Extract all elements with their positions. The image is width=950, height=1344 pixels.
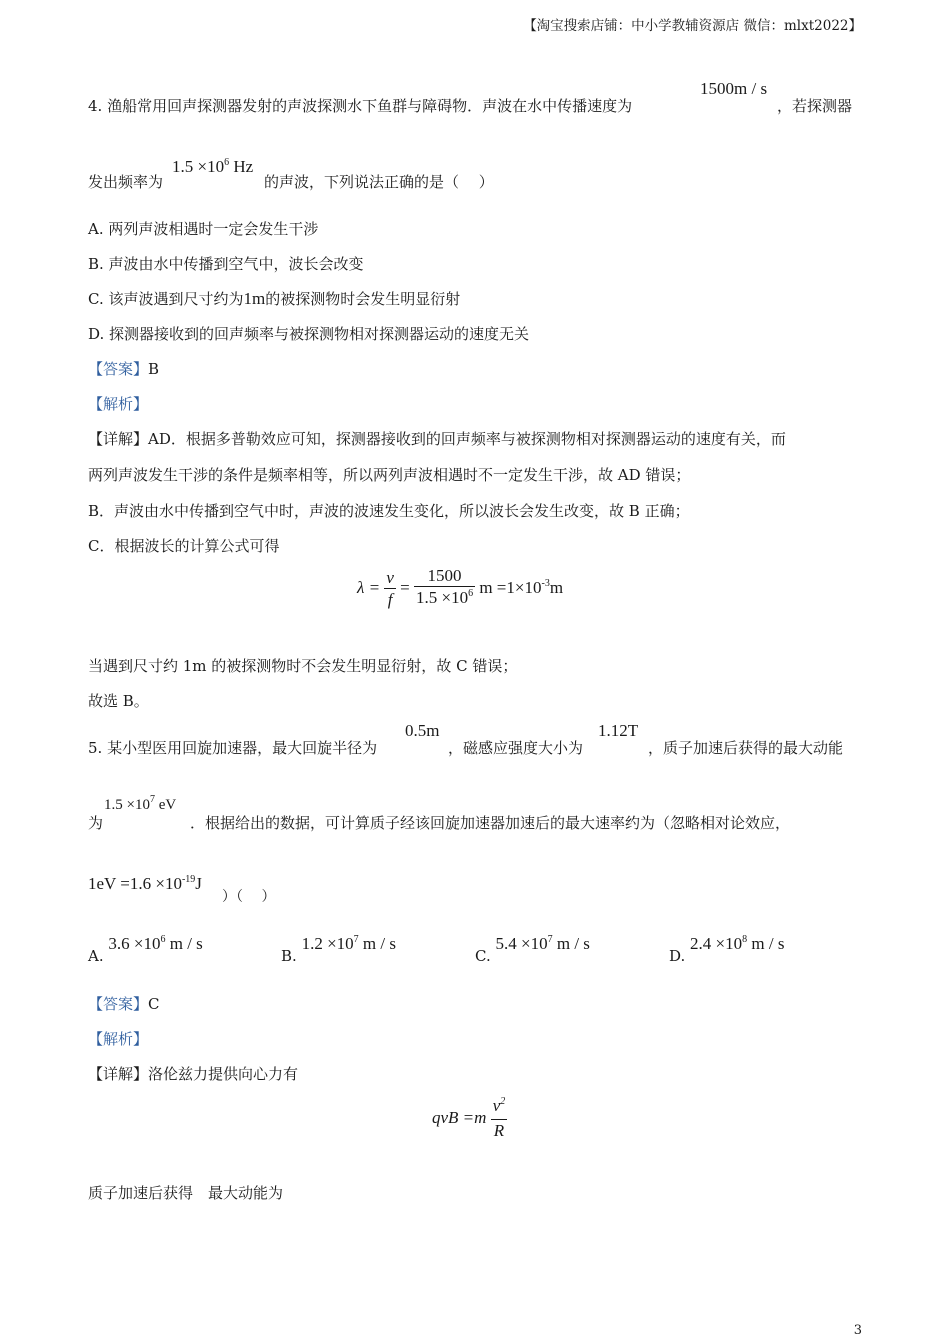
- q5-stem-text3: ，质子加速后获得的最大动能: [648, 739, 844, 757]
- v2-over-r-fraction: $\frac{v^2}{R}$: [492, 1096, 506, 1140]
- q5-stem-text6: ）（ ）: [222, 889, 276, 905]
- q4-stem-text3: 发出频率为: [88, 173, 164, 191]
- q5-energy: $1.5 \times 10^7$ eV: [104, 794, 177, 813]
- q5-stem-text4: 为: [88, 814, 104, 832]
- q4-detail-line5: 当遇到尺寸约 1m 的被探测物时不会发生明显衍射，故 C 错误；: [88, 657, 518, 675]
- q4-stem-text2: ，若探测器: [777, 97, 853, 115]
- q4-option-c: C. 该声波遇到尺寸约为1m的被探测物时会发生明显衍射: [88, 289, 461, 308]
- q4-stem-line1: [88, 95, 632, 116]
- numeric-fraction: $\frac{1500}{1.5 \times 10^6}$: [415, 566, 474, 607]
- q4-option-b: B. 声波由水中传播到空气中，波长会改变: [88, 255, 364, 273]
- q5-ev-conversion: $1eV =1.6 \times 10^{-19}J$: [88, 874, 202, 893]
- q4-speed: 1500m / s: [700, 79, 768, 98]
- q5-detail-line1: 【详解】洛伦兹力提供向心力有: [88, 1065, 299, 1083]
- v-over-f-fraction: $\frac{v}{f}$: [386, 567, 394, 609]
- q5-answer: 【答案】C: [88, 995, 160, 1013]
- q4-frequency: $1.5 \times 10^6$ Hz: [172, 157, 254, 176]
- q4-answer: 【答案】B: [88, 360, 160, 378]
- q5-radius: 0.5m: [405, 721, 440, 740]
- q4-option-a: A. 两列声波相遇时一定会发生干涉: [88, 220, 319, 238]
- q4-stem-text4: 的声波，下列说法正确的是（ ）: [264, 173, 494, 191]
- q5-stem-text5: ．根据给出的数据，可计算质子经该回旋加速器加速后的最大速率约为（忽略相对论效应，: [190, 814, 791, 832]
- q4-detail-line3: B．声波由水中传播到空气中时，声波的波速发生变化，所以波长会发生改变，故 B 正确；: [88, 502, 690, 520]
- q4-detail-line1: 【详解】AD．根据多普勒效应可知，探测器接收到的回声频率与被探测物相对探测器运动的速度有关，而: [88, 430, 786, 448]
- q5-lorentz-formula: qvB =m $\frac{v^2}{R}$: [432, 1096, 506, 1140]
- q5-option-c: C. $5.4 \times 10^7$ m / s: [475, 934, 590, 965]
- q4-detail-line4: C．根据波长的计算公式可得: [88, 537, 280, 555]
- q4-analysis-tag: 【解析】: [88, 395, 149, 413]
- q5-analysis-tag: 【解析】: [88, 1030, 149, 1048]
- q4-conclusion: 故选 B。: [88, 692, 149, 710]
- q5-option-b: B. $1.2 \times 10^7$ m / s: [281, 934, 396, 965]
- q4-detail-line2: 两列声波发生干涉的条件是频率相等，所以两列声波相遇时不一定发生干涉，故 AD 错误；: [88, 466, 691, 484]
- answer-tag: 【答案】: [88, 360, 149, 378]
- q5-detail-line2: 质子加速后获得 最大动能为: [88, 1184, 284, 1202]
- q5-option-d: D. $2.4 \times 10^8$ m / s: [669, 934, 785, 965]
- answer-tag: 【答案】: [88, 995, 149, 1013]
- page-header: 【淘宝搜索店铺：中小学教辅资源店 微信：mlxt2022】: [523, 18, 862, 34]
- q5-field: 1.12T: [598, 721, 639, 740]
- q5-stem-text2: ，磁感应强度大小为: [448, 739, 584, 757]
- q4-wavelength-formula: λ = $\frac{v}{f}$ = $\frac{1500}{1.5 \times 10^6}$ $m =1\times 10^{-3}m$: [357, 566, 563, 612]
- q5-option-a: A. $3.6 \times 10^6$ m / s: [88, 934, 203, 965]
- q4-option-d: D. 探测器接收到的回声频率与被探测物相对探测器运动的速度无关: [88, 325, 530, 343]
- q5-stem-text1: 5. 某小型医用回旋加速器，最大回旋半径为: [88, 739, 378, 757]
- q4-stem-text: 4. 渔船常用回声探测器发射的声波探测水下鱼群与障碍物．声波在水中传播速度为: [88, 97, 633, 115]
- page-number: 3: [853, 1323, 862, 1338]
